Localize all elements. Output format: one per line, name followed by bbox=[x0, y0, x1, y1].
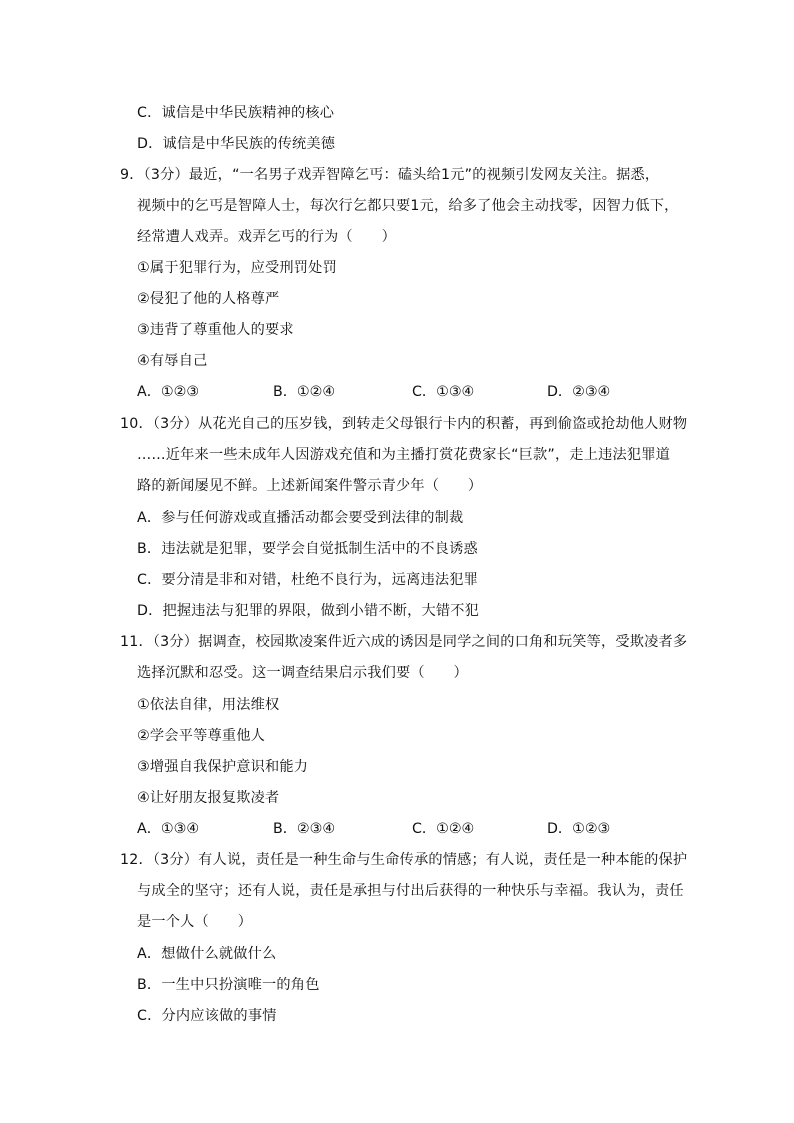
q9-choice-b: B．①②④ bbox=[273, 384, 336, 400]
q10-stem-line-1: 10．（3分）从花光自己的压岁钱，到转走父母银行卡内的积蓄，再到偷盗或抢劫他人财物 bbox=[120, 416, 688, 432]
q10-option-d: D．把握违法与犯罪的界限，做到小错不断，大错不犯 bbox=[137, 603, 480, 619]
q9-choice-c: C．①③④ bbox=[412, 384, 475, 400]
q11-choice-b: B．②③④ bbox=[273, 821, 336, 837]
q10-option-a: A．参与任何游戏或直播活动都会要受到法律的制裁 bbox=[137, 510, 464, 526]
q9-choices bbox=[137, 382, 657, 402]
q9-choice-a: A．①②③ bbox=[137, 384, 200, 400]
q12-stem-line-2: 与成全的坚守；还有人说，责任是承担与付出后获得的一种快乐与幸福。我认为，责任 bbox=[137, 883, 684, 899]
q11-choice-d: D．①②③ bbox=[547, 821, 611, 837]
q10-option-b: B．违法就是犯罪，要学会自觉抵制生活中的不良诱惑 bbox=[137, 541, 478, 557]
q11-choices bbox=[137, 819, 657, 839]
q12-option-b: B．一生中只扮演唯一的角色 bbox=[137, 977, 320, 993]
q12-stem-line-3: 是一个人（ ） bbox=[137, 914, 253, 930]
q11-statement-4: ④让好朋友报复欺凌者 bbox=[137, 790, 280, 806]
q12-option-a: A．想做什么就做什么 bbox=[137, 946, 277, 962]
q9-stem-line-1: 9．（3分）最近，“一名男子戏弄智障乞丐：磕头给1元”的视频引发网友关注。据悉， bbox=[120, 167, 660, 183]
q12-stem-line-1: 12．（3分）有人说，责任是一种生命与生命传承的情感；有人说，责任是一种本能的保护 bbox=[120, 852, 688, 868]
q11-statement-1: ①依法自律，用法维权 bbox=[137, 697, 280, 713]
q9-statement-3: ③违背了尊重他人的要求 bbox=[137, 322, 294, 338]
q9-choice-d: D．②③④ bbox=[547, 384, 611, 400]
q11-choice-a: A．①③④ bbox=[137, 821, 200, 837]
q9-statement-4: ④有辱自己 bbox=[137, 353, 208, 369]
q8-option-d: D．诚信是中华民族的传统美德 bbox=[137, 136, 336, 152]
q11-stem-line-2: 选择沉默和忍受。这一调查结果启示我们要（ ） bbox=[137, 665, 468, 681]
q11-statement-3: ③增强自我保护意识和能力 bbox=[137, 759, 309, 775]
q11-statement-2: ②学会平等尊重他人 bbox=[137, 728, 266, 744]
q9-stem-line-2: 视频中的乞丐是智障人士，每次行乞都只要1元，给多了他会主动找零，因智力低下， bbox=[137, 198, 679, 214]
q9-statement-2: ②侵犯了他的人格尊严 bbox=[137, 291, 280, 307]
q8-option-c: C．诚信是中华民族精神的核心 bbox=[137, 105, 335, 121]
q9-stem-line-3: 经常遭人戏弄。戏弄乞丐的行为（ ） bbox=[137, 229, 396, 245]
q9-statement-1: ①属于犯罪行为，应受刑罚处罚 bbox=[137, 260, 337, 276]
q10-option-c: C．要分清是非和对错，杜绝不良行为，远离违法犯罪 bbox=[137, 572, 479, 588]
q11-stem-line-1: 11．（3分）据调查，校园欺凌案件近六成的诱因是同学之间的口角和玩笑等，受欺凌者多 bbox=[120, 634, 688, 650]
q10-stem-line-2: ……近年来一些未成年人因游戏充值和为主播打赏花费家长“巨款”，走上违法犯罪道 bbox=[137, 447, 671, 463]
q12-option-c: C．分内应该做的事情 bbox=[137, 1008, 277, 1024]
q10-stem-line-3: 路的新闻屡见不鲜。上述新闻案件警示青少年（ ） bbox=[137, 478, 483, 494]
q11-choice-c: C．①②④ bbox=[412, 821, 475, 837]
